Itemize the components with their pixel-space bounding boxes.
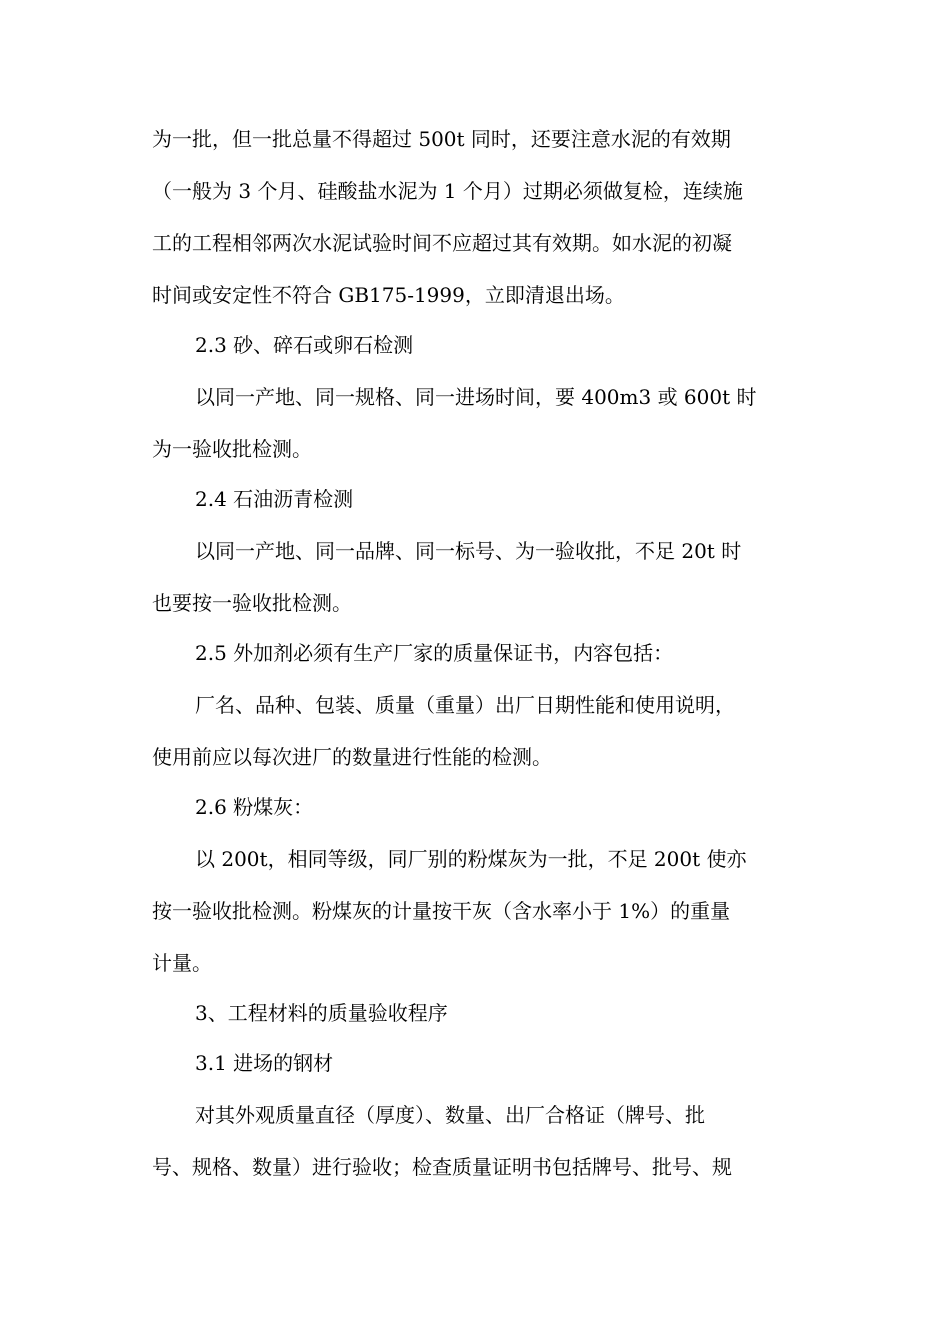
section-heading-2-4: 2.4 石油沥青检测 (195, 487, 354, 511)
paragraph-line: 对其外观质量直径（厚度）、数量、出厂合格证（牌号、批 (195, 1103, 705, 1127)
text-line-continuation: 为一批，但一批总量不得超过 500t 同时，还要注意水泥的有效期 (152, 127, 731, 151)
section-heading-3: 3、工程材料的质量验收程序 (195, 1001, 448, 1025)
text-line-continuation: （一般为 3 个月、硅酸盐水泥为 1 个月）过期必须做复检，连续施 (152, 179, 743, 203)
paragraph-line: 以同一产地、同一规格、同一进场时间，要 400m3 或 600t 时 (195, 385, 757, 409)
paragraph-line: 厂名、品种、包装、质量（重量）出厂日期性能和使用说明， (195, 693, 735, 717)
paragraph-line: 以 200t，相同等级，同厂别的粉煤灰为一批，不足 200t 使亦 (195, 847, 747, 871)
text-line-continuation: 工的工程相邻两次水泥试验时间不应超过其有效期。如水泥的初凝 (152, 231, 732, 255)
section-heading-2-5: 2.5 外加剂必须有生产厂家的质量保证书，内容包括： (195, 641, 674, 665)
text-line-continuation: 时间或安定性不符合 GB175-1999，立即清退出场。 (152, 283, 625, 307)
paragraph-line: 计量。 (152, 951, 212, 975)
section-heading-2-3: 2.3 砂、碎石或卵石检测 (195, 333, 414, 357)
paragraph-line: 号、规格、数量）进行验收；检查质量证明书包括牌号、批号、规 (152, 1155, 732, 1179)
paragraph-line: 以同一产地、同一品牌、同一标号、为一验收批，不足 20t 时 (195, 539, 742, 563)
paragraph-line: 按一验收批检测。粉煤灰的计量按干灰（含水率小于 1%）的重量 (152, 899, 731, 923)
section-heading-3-1: 3.1 进场的钢材 (195, 1051, 334, 1075)
paragraph-line: 为一验收批检测。 (152, 437, 312, 461)
section-heading-2-6: 2.6 粉煤灰： (195, 795, 314, 819)
paragraph-line: 使用前应以每次进厂的数量进行性能的检测。 (152, 745, 552, 769)
paragraph-line: 也要按一验收批检测。 (152, 591, 352, 615)
